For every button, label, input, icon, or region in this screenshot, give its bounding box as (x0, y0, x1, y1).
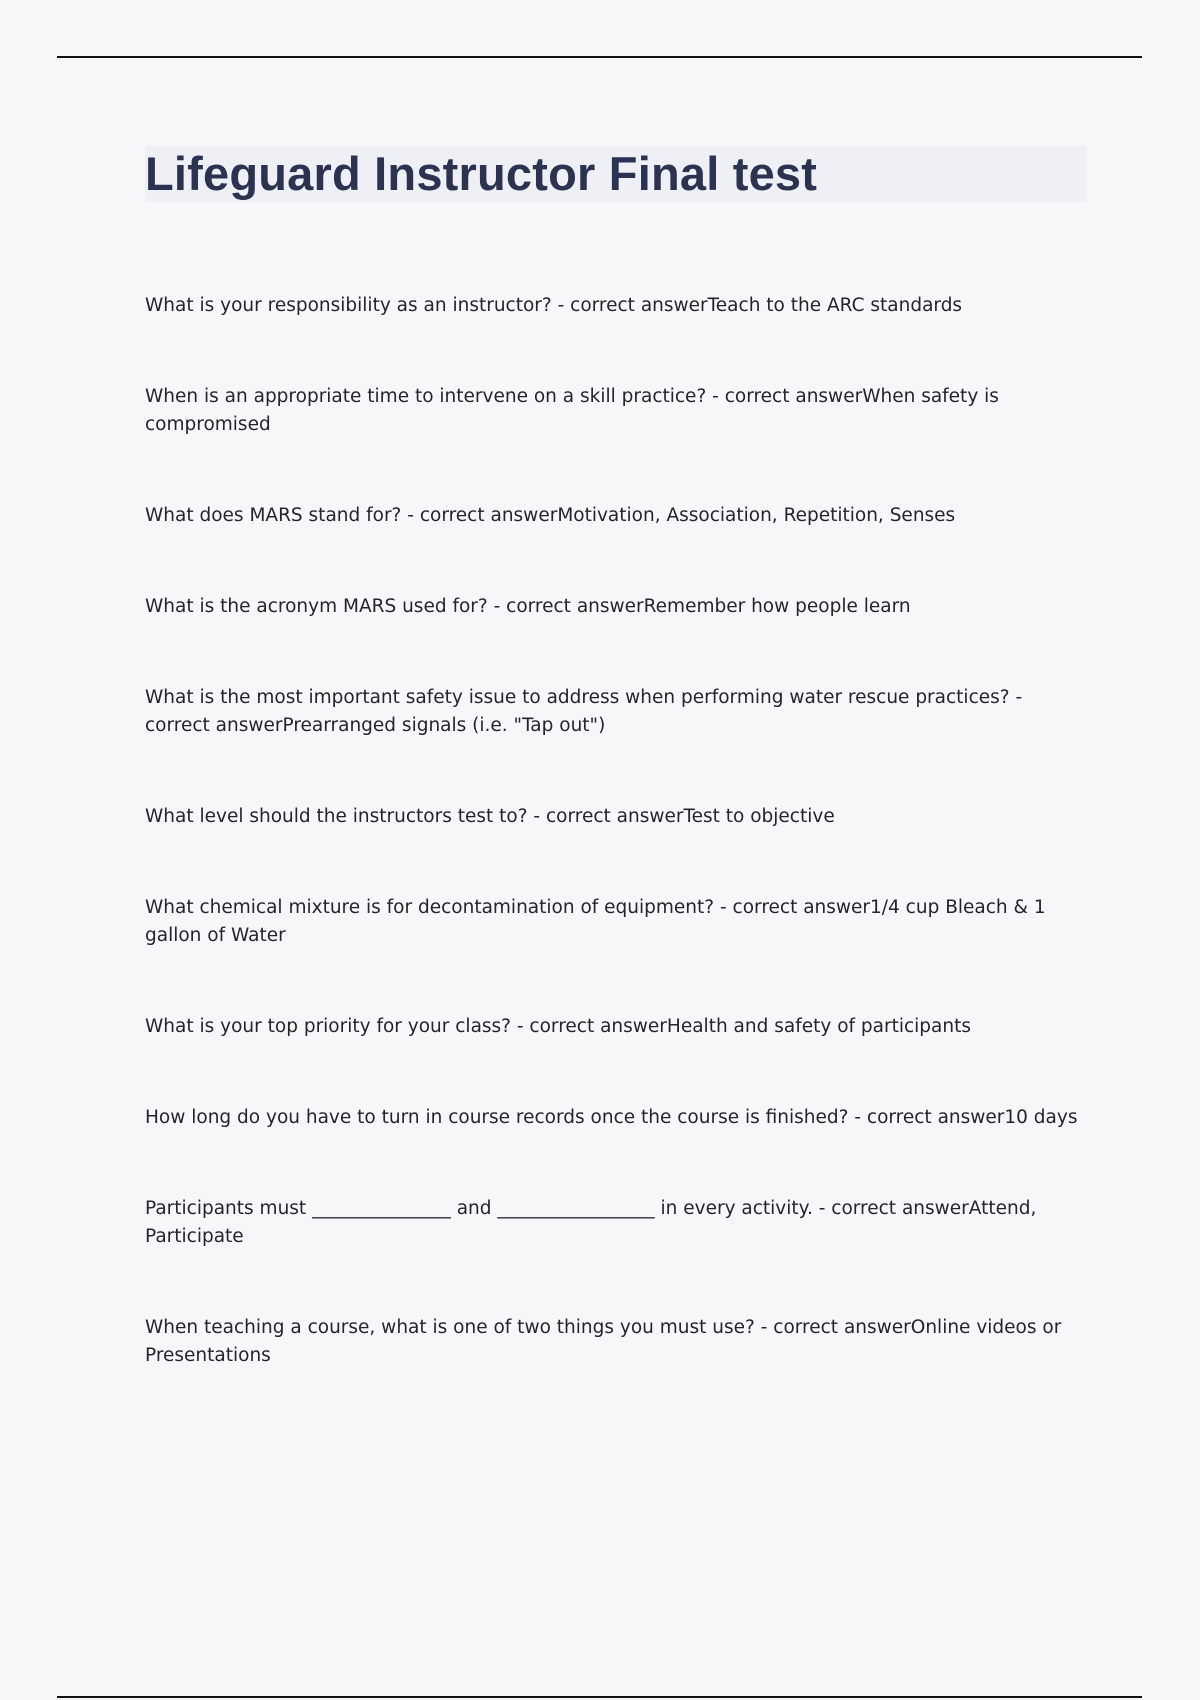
answer-text: Remember how people learn (643, 596, 911, 617)
qa-item (145, 684, 1090, 740)
question-text: What is the most important safety issue to address when performing water rescue practices? (145, 687, 1010, 708)
answer-text: Prearranged signals (i.e. "Tap out") (282, 715, 606, 736)
answer-separator: - correct answer (511, 1016, 667, 1037)
page-title: Lifeguard Instructor Final test (145, 147, 818, 200)
answer-text: 10 days (1004, 1107, 1078, 1128)
question-text: What is your responsibility as an instructor? (145, 295, 552, 316)
qa-item (145, 502, 1090, 530)
question-text: When is an appropriate time to intervene on a skill practice? (145, 386, 707, 407)
qa-item (145, 292, 1090, 320)
answer-separator: - correct answer (145, 687, 1023, 736)
answer-separator: - correct answer (551, 295, 708, 316)
qa-item (145, 1104, 1090, 1132)
answer-text: Health and safety of participants (666, 1016, 971, 1037)
answer-text: 1/4 cup Bleach & 1 gallon of Water (145, 897, 1046, 946)
bottom-rule (57, 1696, 1142, 1698)
answer-separator: - correct answer (401, 505, 558, 526)
qa-item (145, 593, 1090, 621)
answer-separator: - correct answer (848, 1107, 1005, 1128)
qa-item (145, 803, 1090, 831)
question-text: How long do you have to turn in course records once the course is finished? (145, 1107, 849, 1128)
answer-text: Attend, Participate (145, 1198, 1037, 1247)
qa-list (145, 292, 1090, 1433)
question-text: What level should the instructors test to? (145, 806, 528, 827)
answer-separator: - correct answer (706, 386, 863, 407)
answer-separator: - correct answer (812, 1198, 969, 1219)
answer-separator: - correct answer (527, 806, 684, 827)
question-text: What is the acronym MARS used for? (145, 596, 488, 617)
top-rule (57, 56, 1142, 58)
answer-text: Motivation, Association, Repetition, Senses (557, 505, 956, 526)
answer-separator: - correct answer (714, 897, 871, 918)
answer-separator: - correct answer (487, 596, 644, 617)
qa-item (145, 1314, 1090, 1370)
qa-item (145, 1013, 1090, 1041)
answer-text: When safety is compromised (145, 386, 999, 435)
qa-item (145, 383, 1090, 439)
question-text: What is your top priority for your class? (145, 1016, 511, 1037)
question-text: When teaching a course, what is one of two things you must use? (145, 1317, 755, 1338)
answer-separator: - correct answer (754, 1317, 911, 1338)
qa-item (145, 1195, 1090, 1251)
question-text: What does MARS stand for? (145, 505, 402, 526)
answer-text: Test to objective (683, 806, 835, 827)
answer-text: Teach to the ARC standards (707, 295, 963, 316)
question-text: Participants must _______________ and _________________ in every activity. (145, 1198, 813, 1219)
qa-item (145, 894, 1090, 950)
question-text: What chemical mixture is for decontamination of equipment? (145, 897, 715, 918)
answer-text: Online videos or Presentations (145, 1317, 1062, 1366)
